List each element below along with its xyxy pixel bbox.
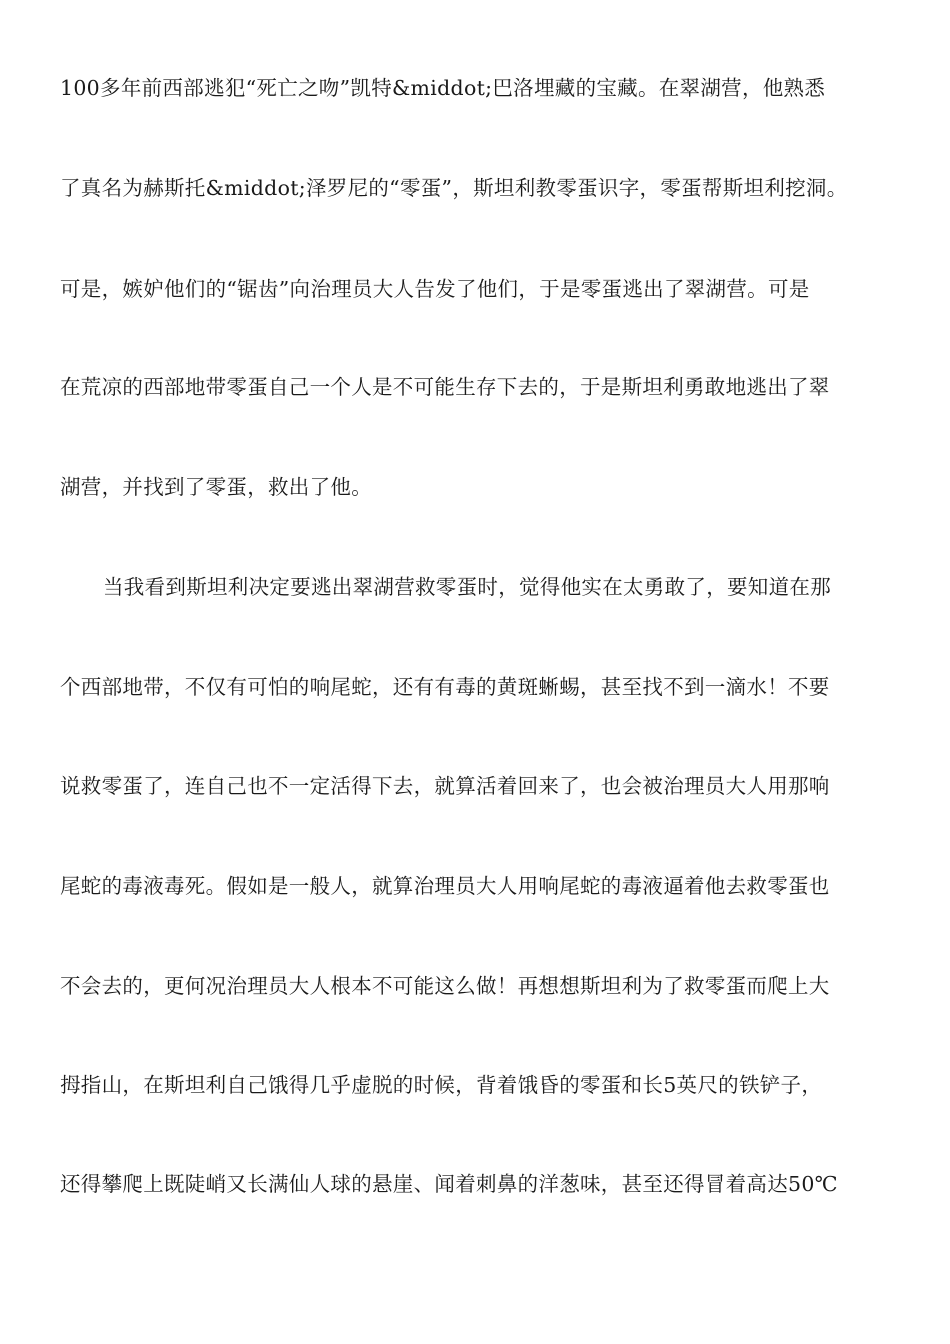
text-line: 还得攀爬上既陡峭又长满仙人球的悬崖、闻着刺鼻的洋葱味，甚至还得冒着高达50℃ [60,1172,838,1196]
text-line: 当我看到斯坦利决定要逃出翠湖营救零蛋时，觉得他实在太勇敢了，要知道在那 [103,575,831,599]
text-line: 可是，嫉妒他们的“锯齿”向治理员大人告发了他们，于是零蛋逃出了翠湖营。可是 [60,277,810,301]
text-line: 说救零蛋了，连自己也不一定活得下去，就算活着回来了，也会被治理员大人用那响 [60,774,830,798]
text-line: 个西部地带，不仅有可怕的响尾蛇，还有有毒的黄斑蜥蜴，甚至找不到一滴水！不要 [60,675,830,699]
text-line: 在荒凉的西部地带零蛋自己一个人是不可能生存下去的，于是斯坦利勇敢地逃出了翠 [60,375,830,399]
text-line: 不会去的，更何况治理员大人根本不可能这么做！再想想斯坦利为了救零蛋而爬上大 [60,974,830,998]
text-line: 了真名为赫斯托&middot;泽罗尼的“零蛋”，斯坦利教零蛋识字，零蛋帮斯坦利挖洞。 [60,176,848,200]
text-line: 尾蛇的毒液毒死。假如是一般人，就算治理员大人用响尾蛇的毒液逼着他去救零蛋也 [60,874,830,898]
text-line: 湖营，并找到了零蛋，救出了他。 [60,475,372,499]
text-line: 100多年前西部逃犯“死亡之吻”凯特&middot;巴洛埋藏的宝藏。在翠湖营，他熟悉 [60,76,826,100]
text-line: 拇指山，在斯坦利自己饿得几乎虚脱的时候，背着饿昏的零蛋和长5英尺的铁铲子， [60,1073,823,1097]
